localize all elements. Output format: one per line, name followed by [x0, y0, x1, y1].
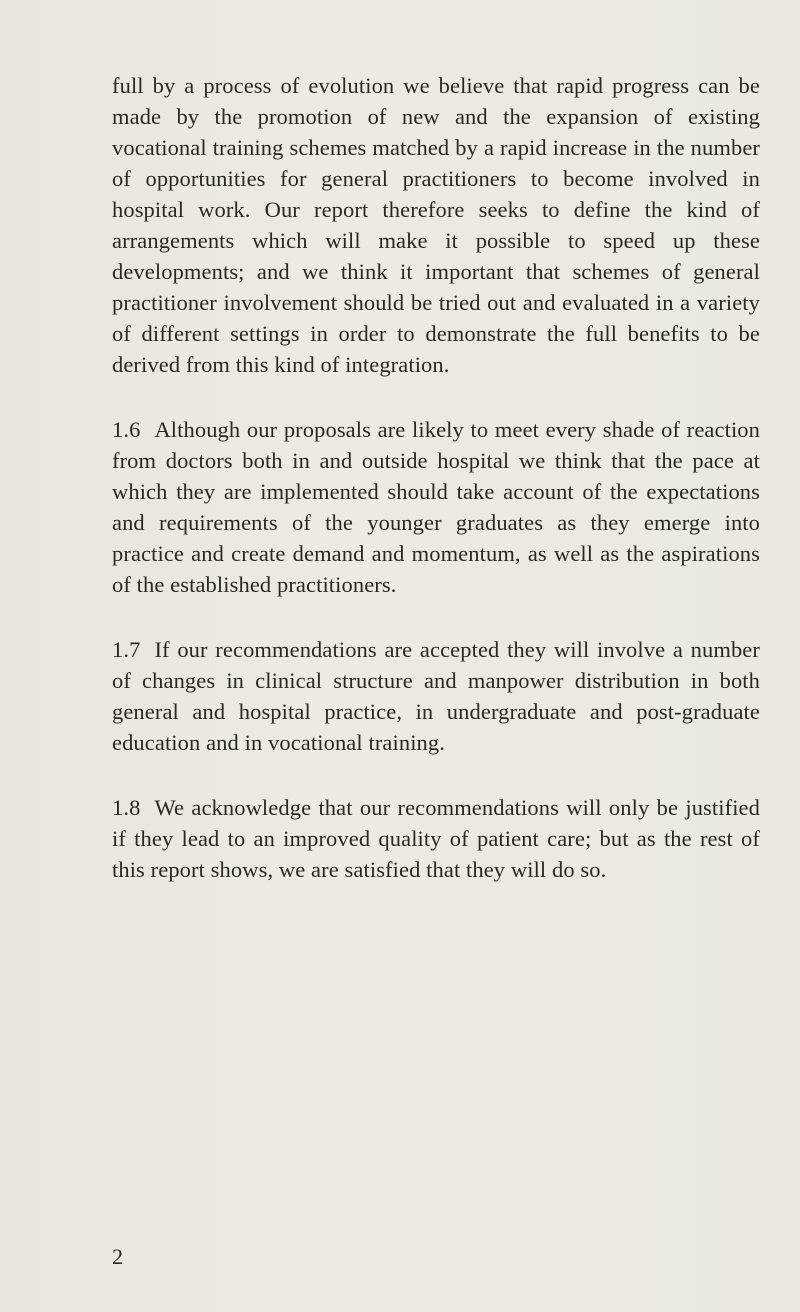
- paragraph-continued: [112, 70, 760, 380]
- paragraph-text: If our recommendations are accepted they will involve a number of changes in clinical structure and manpower distribution in both general and hospital practice, in undergraduate and post-graduate education and in vocational training.: [112, 637, 760, 755]
- body-text: [112, 70, 760, 919]
- paragraph-number: 1.7: [112, 637, 141, 662]
- paragraph-text: Although our proposals are likely to meet every shade of reaction from doctors both in and outside hospital we think that the pace at which they are implemented should take account of the expectations and requirements of the younger graduates as they emerge into practice and create demand and momentum, as well as the aspirations of the established practitioners.: [112, 417, 760, 597]
- paragraph-number: 1.8: [112, 795, 141, 820]
- paragraph-number: 1.6: [112, 417, 141, 442]
- paragraph-1-7: [112, 634, 760, 758]
- paragraph-1-8: [112, 792, 760, 885]
- paragraph-text: full by a process of evolution we believe that rapid progress can be made by the promotion of new and the expansion of existing vocational training schemes matched by a rapid increase in the number of opportunities for general practitioners to become involved in hospital work. Our report therefore seeks to define the kind of arrangements which will make it possible to speed up these developments; and we think it important that schemes of general practitioner involvement should be tried out and evaluated in a variety of different settings in order to demonstrate the full benefits to be derived from this kind of integration.: [112, 73, 760, 377]
- paragraph-1-6: [112, 414, 760, 600]
- paragraph-text: We acknowledge that our recommendations will only be justified if they lead to an improved quality of patient care; but as the rest of this report shows, we are satisfied that they will do so.: [112, 795, 760, 882]
- page-number: 2: [112, 1244, 123, 1269]
